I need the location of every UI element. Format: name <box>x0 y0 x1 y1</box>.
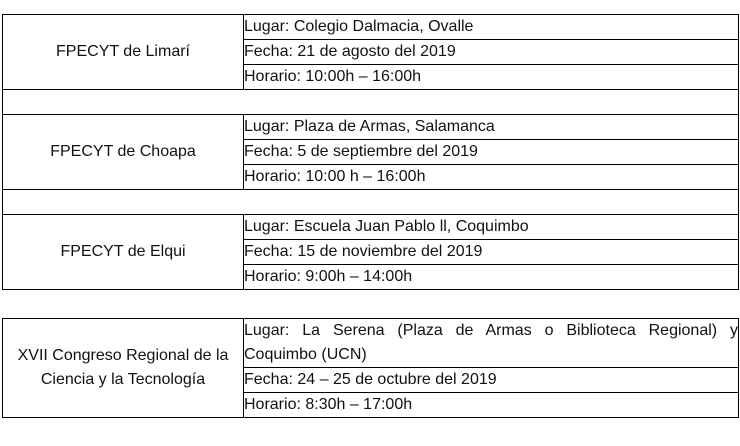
spacer-row <box>3 90 739 115</box>
event-name-cell: FPECYT de Elqui <box>3 215 244 290</box>
spacer-cell <box>3 90 739 115</box>
event-name-cell: FPECYT de Choapa <box>3 115 244 190</box>
event-schedule: Horario: 10:00 h – 16:00h <box>244 165 739 190</box>
table-row <box>3 215 739 240</box>
event-schedule: Horario: 8:30h – 17:00h <box>244 393 739 418</box>
event-name-cell: XVII Congreso Regional de la Ciencia y la Tecnología <box>3 319 244 418</box>
table-row <box>3 15 739 40</box>
event-date: Fecha: 24 – 25 de octubre del 2019 <box>244 368 739 393</box>
table-row <box>3 115 739 140</box>
event-schedule: Horario: 10:00h – 16:00h <box>244 65 739 90</box>
event-date: Fecha: 5 de septiembre del 2019 <box>244 140 739 165</box>
event-location: Lugar: Plaza de Armas, Salamanca <box>244 115 739 140</box>
spacer-cell <box>3 190 739 215</box>
table-row <box>3 319 739 368</box>
event-location: Lugar: Escuela Juan Pablo ll, Coquimbo <box>244 215 739 240</box>
event-date: Fecha: 21 de agosto del 2019 <box>244 40 739 65</box>
congress-table <box>2 318 739 418</box>
spacer-row <box>3 190 739 215</box>
event-location: Lugar: Colegio Dalmacia, Ovalle <box>244 15 739 40</box>
event-location: Lugar: La Serena (Plaza de Armas o Biblioteca Regional) y Coquimbo (UCN) <box>244 319 739 368</box>
event-date: Fecha: 15 de noviembre del 2019 <box>244 240 739 265</box>
events-table <box>2 14 739 290</box>
event-name-cell: FPECYT de Limarí <box>3 15 244 90</box>
event-schedule: Horario: 9:00h – 14:00h <box>244 265 739 290</box>
